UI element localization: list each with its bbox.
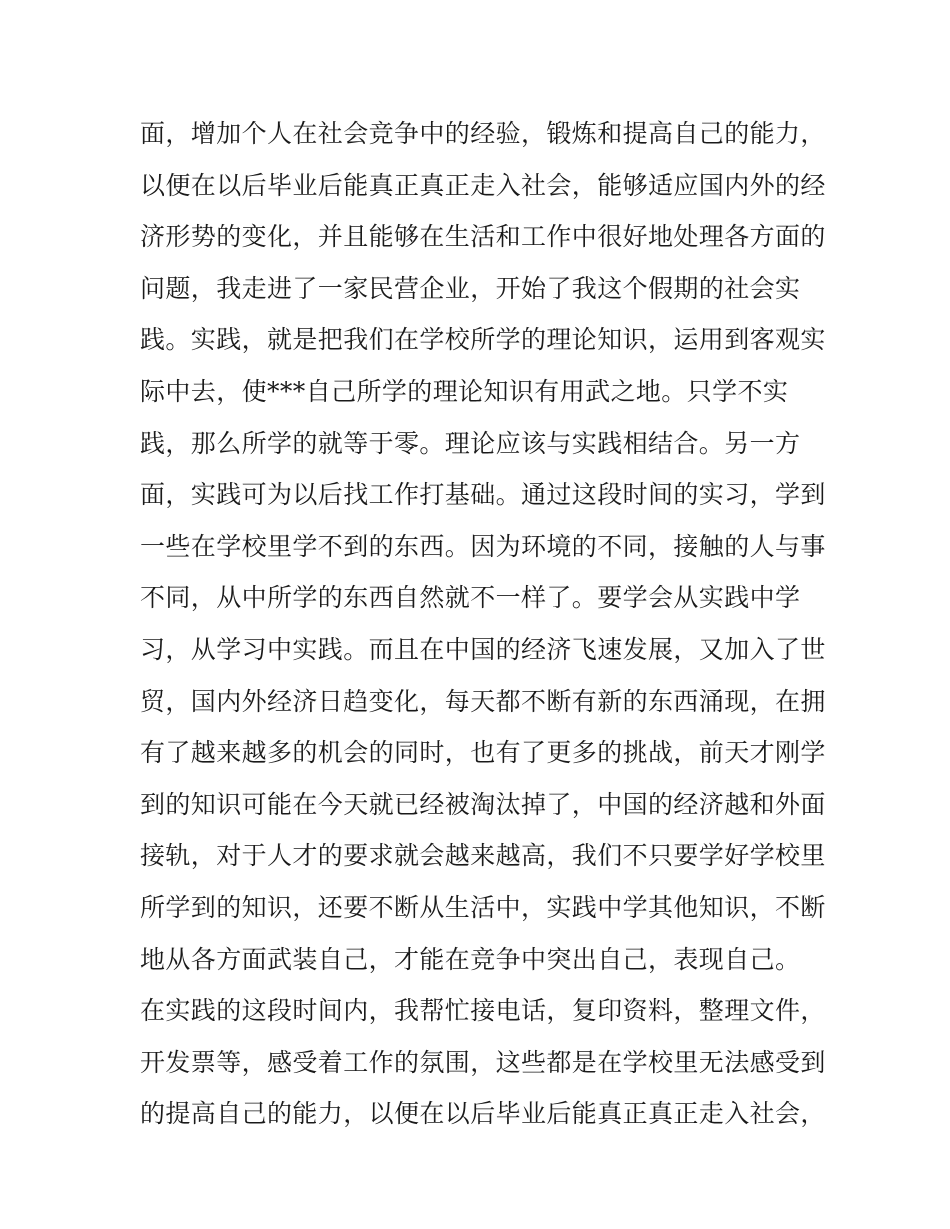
text-line: 际中去，使***自己所学的理论知识有用武之地。只学不实 <box>140 376 789 406</box>
text-line: 习，从学习中实践。而且在中国的经济飞速发展，又加入了世 <box>140 634 826 664</box>
text-line: 面，增加个人在社会竞争中的经验，锻炼和提高自己的能力， <box>140 119 826 148</box>
text-line: 以便在以后毕业后能真正真正走入社会，能够适应国内外的经 <box>140 170 826 200</box>
text-line: 面，实践可为以后找工作打基础。通过这段时间的实习，学到 <box>140 480 826 510</box>
text-line: 一些在学校里学不到的东西。因为环境的不同，接触的人与事 <box>140 531 826 561</box>
body-text <box>140 108 826 1140</box>
text-line: 不同，从中所学的东西自然就不一样了。要学会从实践中学 <box>140 583 801 613</box>
text-line: 问题，我走进了一家民营企业，开始了我这个假期的社会实 <box>140 273 801 303</box>
text-line: 贸，国内外经济日趋变化，每天都不断有新的东西涌现，在拥 <box>140 686 826 716</box>
text-line: 践，那么所学的就等于零。理论应该与实践相结合。另一方 <box>140 428 801 458</box>
text-line: 践。实践，就是把我们在学校所学的理论知识，运用到客观实 <box>140 325 826 355</box>
text-line: 济形势的变化，并且能够在生活和工作中很好地处理各方面的 <box>140 222 826 252</box>
text-line: 所学到的知识，还要不断从生活中，实践中学其他知识，不断 <box>140 892 826 922</box>
text-line: 到的知识可能在今天就已经被淘汰掉了，中国的经济越和外面 <box>140 789 826 819</box>
text-line: 接轨，对于人才的要求就会越来越高，我们不只要学好学校里 <box>140 841 826 871</box>
text-line: 在实践的这段时间内，我帮忙接电话，复印资料，整理文件， <box>140 996 826 1026</box>
text-line: 开发票等，感受着工作的氛围，这些都是在学校里无法感受到 <box>140 1047 826 1077</box>
text-line: 地从各方面武装自己，才能在竞争中突出自己，表现自己。 <box>140 944 801 974</box>
text-line: 的提高自己的能力，以便在以后毕业后能真正真正走入社会， <box>140 1099 826 1129</box>
text-line: 有了越来越多的机会的同时，也有了更多的挑战，前天才刚学 <box>140 738 826 768</box>
